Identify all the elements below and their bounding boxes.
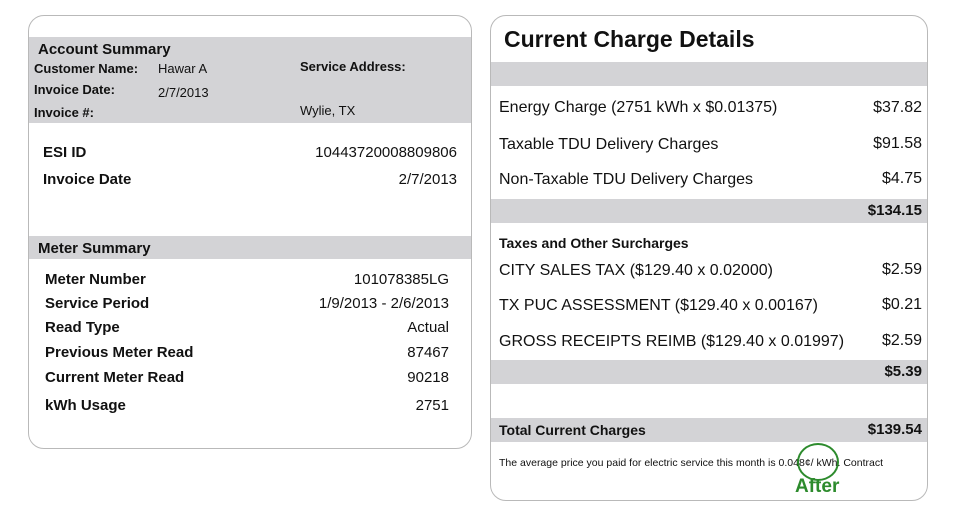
meter-row-label: Previous Meter Read bbox=[45, 344, 194, 361]
service-address-label: Service Address: bbox=[300, 59, 406, 74]
invoice-date-row-value: 2/7/2013 bbox=[398, 171, 457, 188]
meter-row-value: 90218 bbox=[407, 369, 449, 386]
esi-id-label: ESI ID bbox=[43, 144, 87, 161]
tax-line-amount: $2.59 bbox=[881, 332, 922, 349]
customer-name-label: Customer Name: bbox=[34, 61, 139, 76]
account-summary-title: Account Summary bbox=[38, 41, 171, 58]
meter-row-value: 2751 bbox=[415, 397, 449, 414]
charge-line-amount: $91.58 bbox=[873, 135, 922, 152]
tax-line-amount: $2.59 bbox=[881, 261, 922, 278]
charge-line-label: Non-Taxable TDU Delivery Charges bbox=[499, 171, 754, 188]
customer-name-value: Hawar A bbox=[158, 61, 208, 76]
meter-row-value: Actual bbox=[407, 319, 449, 336]
charges-title: Current Charge Details bbox=[504, 26, 755, 52]
taxes-subtotal-band bbox=[491, 360, 927, 384]
note-suffix: / kWh. Contract bbox=[810, 457, 884, 469]
note-prefix: The average price you paid for electric service this month is bbox=[499, 457, 779, 469]
note-price: 0.048¢ bbox=[778, 457, 811, 469]
esi-id-value: 10443720008809806 bbox=[315, 144, 457, 161]
taxes-title: Taxes and Other Surcharges bbox=[499, 235, 689, 251]
invoice-date-label: Invoice Date: bbox=[34, 82, 115, 97]
tax-line-label: GROSS RECEIPTS REIMB ($129.40 x 0.01997) bbox=[499, 333, 845, 350]
meter-row-label: Service Period bbox=[45, 295, 150, 312]
meter-row-label: kWh Usage bbox=[45, 397, 126, 414]
total-label: Total Current Charges bbox=[499, 422, 646, 438]
tax-line-label: CITY SALES TAX ($129.40 x 0.02000) bbox=[499, 262, 773, 279]
meter-row-label: Read Type bbox=[45, 319, 120, 336]
charges-panel bbox=[490, 15, 928, 501]
charges-subtotal: $134.15 bbox=[867, 202, 922, 219]
meter-row-value: 101078385LG bbox=[353, 271, 449, 288]
after-annotation: After bbox=[795, 476, 840, 497]
meter-row-value: 1/9/2013 - 2/6/2013 bbox=[318, 295, 449, 312]
meter-row-label: Meter Number bbox=[45, 271, 146, 288]
price-highlight-circle bbox=[797, 443, 839, 481]
meter-summary-title: Meter Summary bbox=[38, 240, 151, 257]
charge-line-label: Taxable TDU Delivery Charges bbox=[499, 136, 719, 153]
meter-row-value: 87467 bbox=[407, 344, 449, 361]
charge-line-label: Energy Charge (2751 kWh x $0.01375) bbox=[499, 99, 778, 116]
invoice-number-label: Invoice #: bbox=[34, 105, 94, 120]
total-amount: $139.54 bbox=[867, 421, 922, 438]
taxes-subtotal: $5.39 bbox=[884, 363, 922, 380]
meter-row-label: Current Meter Read bbox=[45, 369, 185, 386]
subtotal-band bbox=[491, 199, 927, 223]
service-city: Wylie, TX bbox=[300, 103, 356, 118]
charge-line-amount: $4.75 bbox=[881, 170, 922, 187]
charges-header-band bbox=[491, 62, 927, 86]
invoice-date-row-label: Invoice Date bbox=[43, 171, 132, 188]
account-panel bbox=[28, 15, 472, 449]
charge-line-amount: $37.82 bbox=[873, 99, 922, 116]
invoice-date-value: 2/7/2013 bbox=[158, 85, 209, 100]
tax-line-amount: $0.21 bbox=[881, 296, 922, 313]
tax-line-label: TX PUC ASSESSMENT ($129.40 x 0.00167) bbox=[499, 297, 818, 314]
